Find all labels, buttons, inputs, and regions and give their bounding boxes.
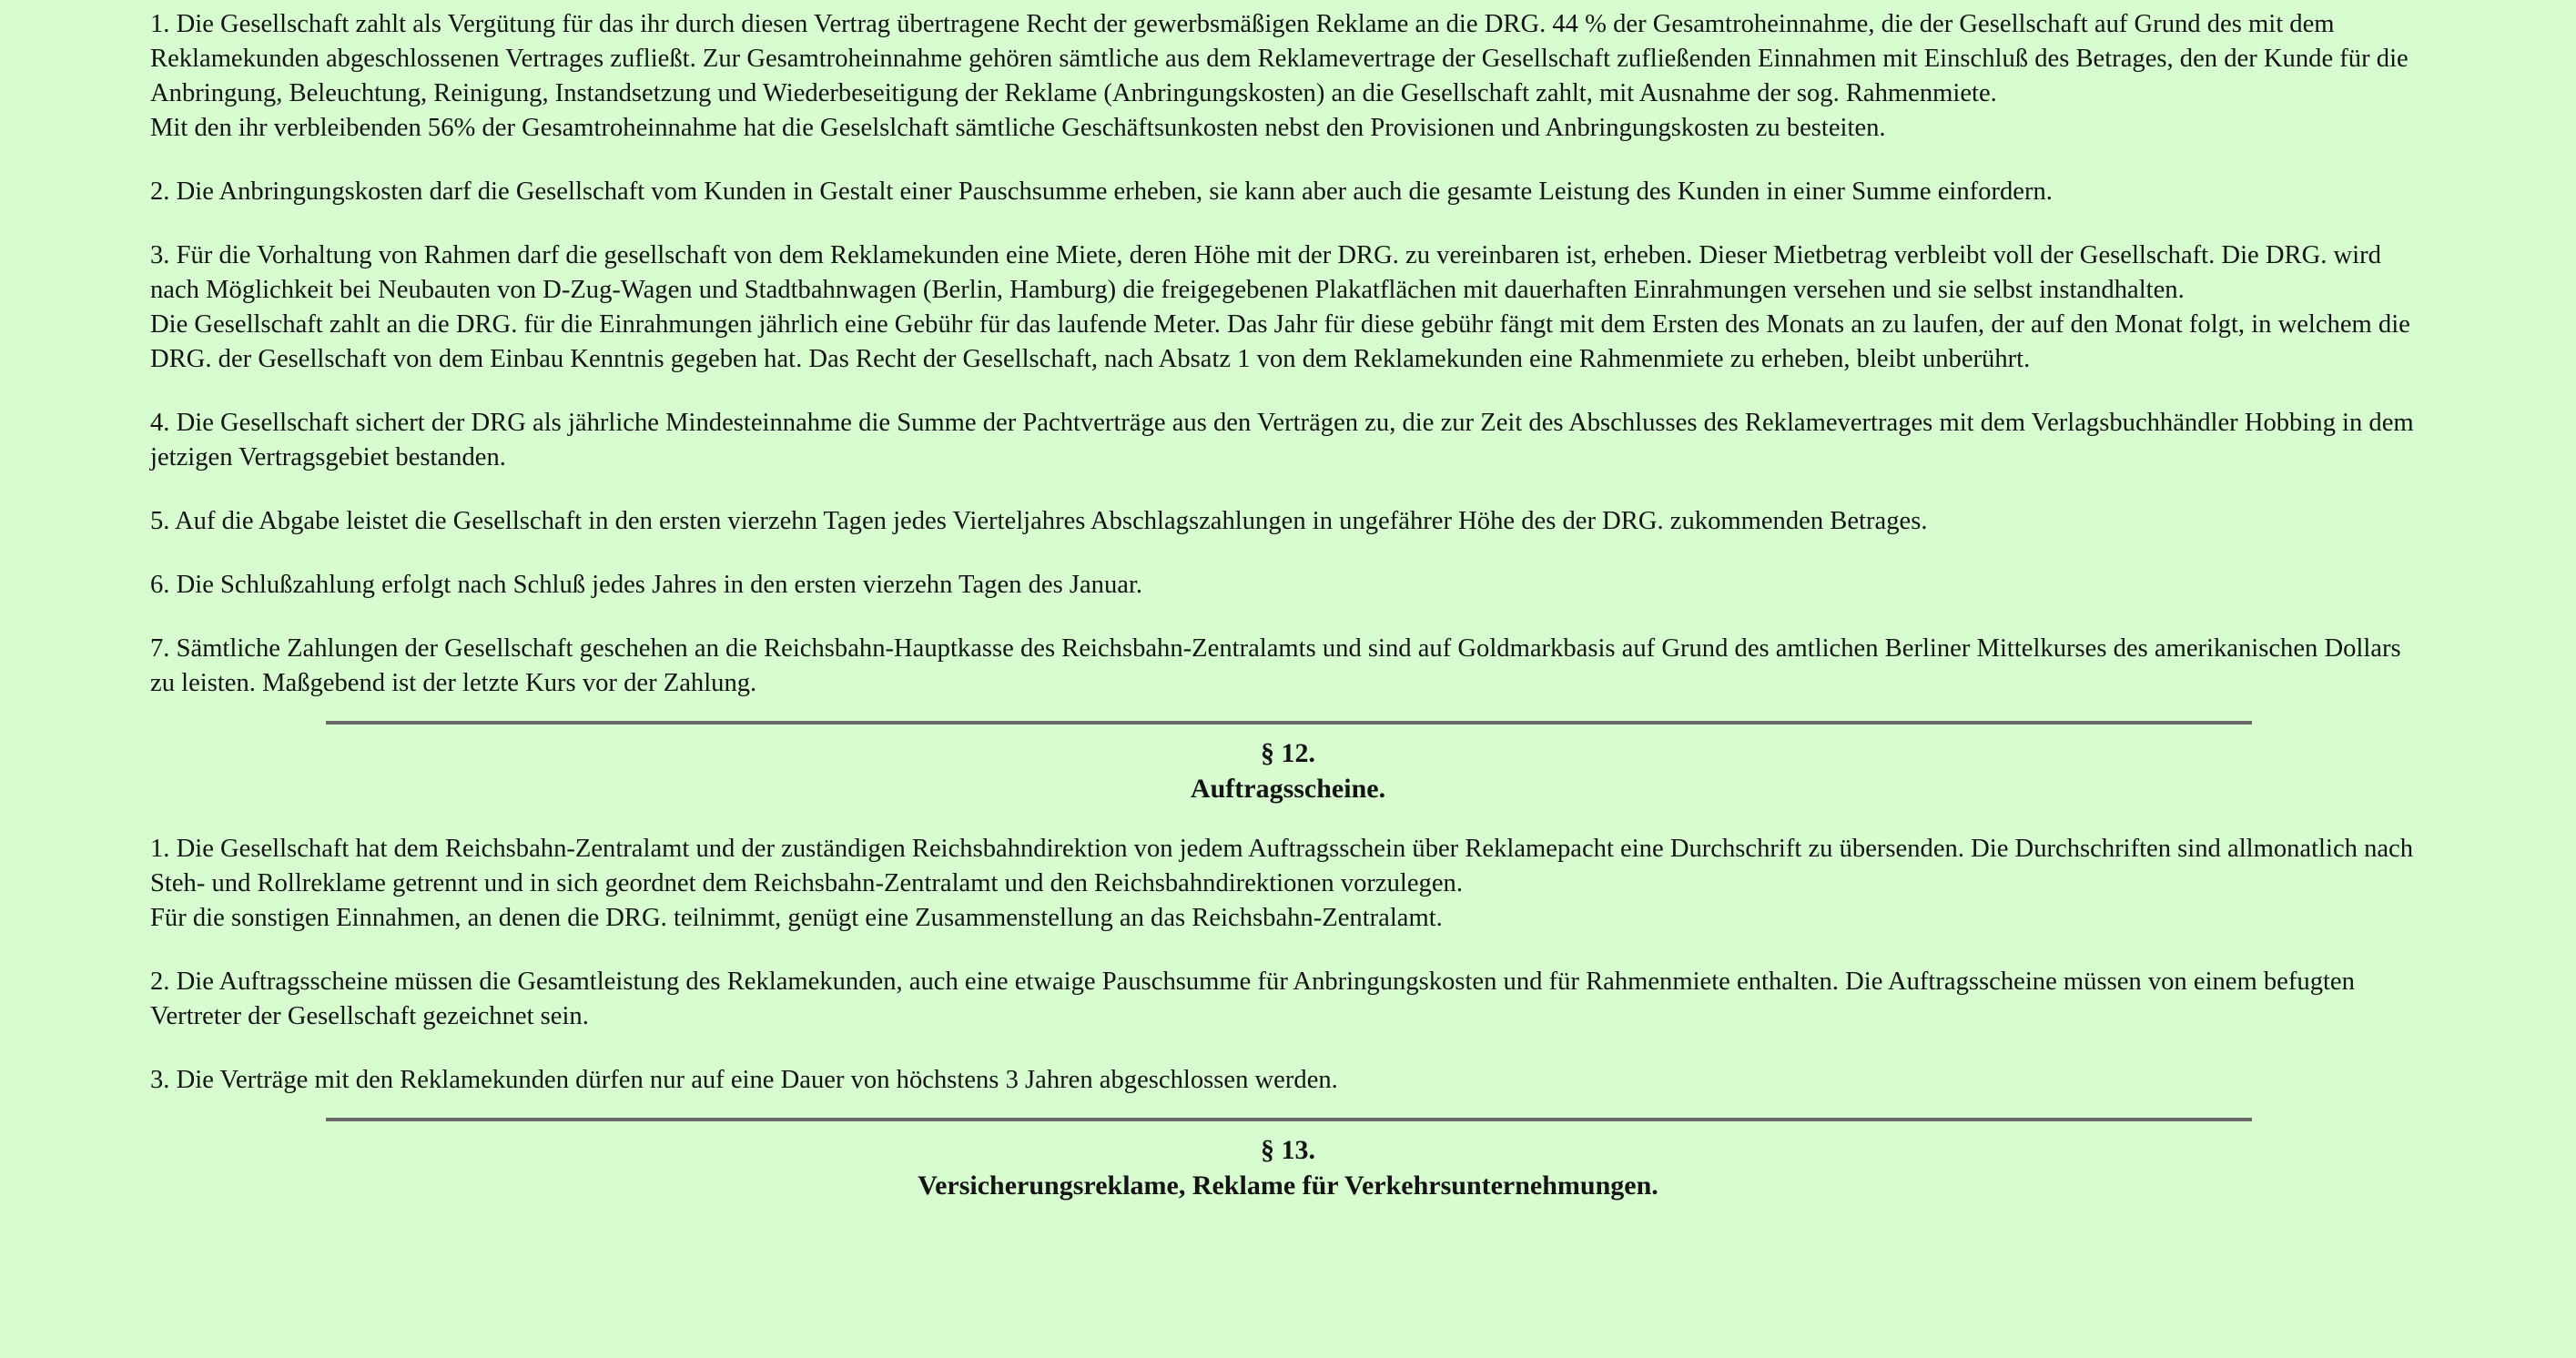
section-12-paragraph-1-continuation: Für die sonstigen Einnahmen, an denen die DRG. teilnimmt, genügt eine Zusammenstellung an das Reichsbahn-Zentralamt. bbox=[150, 904, 1443, 932]
section-12-paragraph-3: 3. Die Verträge mit den Reklamekunden dürfen nur auf eine Dauer von höchstens 3 Jahren abgeschlossen werden. bbox=[150, 1066, 1338, 1094]
document-content bbox=[150, 7, 2426, 1203]
paragraph-1: 1. Die Gesellschaft zahlt als Vergütung für das ihr durch diesen Vertrag übertragene Recht der gewerbsmäßigen Reklame an die DRG. 44 % der Gesamtroheinnahme, die der Gesellschaft auf Grund des mit dem Reklamekunden abgeschlossenen Vertrages zufließt. Zur Gesamtroheinnahme gehören sämtliche aus dem Reklamevertrage der Gesellschaft zufließenden Einnahmen mit Einschluß des Betrages, den der Kunde für die Anbringung, Beleuchtung, Reinigung, Instandsetzung und Wiederbeseitigung der Reklame (Anbringungskosten) an die Gesellschaft zahlt, mit Ausnahme der sog. Rahmenmiete. bbox=[150, 10, 2409, 107]
section-divider bbox=[326, 1118, 2252, 1121]
section-13-number: § 13. bbox=[1261, 1135, 1315, 1165]
paragraph-5: 5. Auf die Abgabe leistet die Gesellschaft in den ersten vierzehn Tagen jedes Vierteljahres Abschlagszahlungen in ungefährer Höhe des der DRG. zukommenden Betrages. bbox=[150, 507, 1928, 535]
paragraph-6: 6. Die Schlußzahlung erfolgt nach Schluß jedes Jahres in den ersten vierzehn Tagen des Januar. bbox=[150, 571, 1143, 599]
section-13-heading bbox=[150, 1132, 2426, 1203]
paragraph-3-continuation: Die Gesellschaft zahlt an die DRG. für die Einrahmungen jährlich eine Gebühr für das laufende Meter. Das Jahr für diese gebühr fängt mit dem Ersten des Monats an zu laufen, der auf den Monat folgt, in welchem die DRG. der Gesellschaft von dem Einbau Kenntnis gegeben hat. Das Recht der Gesellschaft, nach Absatz 1 von dem Reklamekunden eine Rahmenmiete zu erheben, bleibt unberührt. bbox=[150, 310, 2410, 373]
section-12-title: Auftragsscheine. bbox=[1190, 774, 1386, 804]
section-12-paragraph-2: 2. Die Auftragsscheine müssen die Gesamtleistung des Reklamekunden, auch eine etwaige Pauschsumme für Anbringungskosten und für Rahmenmiete enthalten. Die Auftragsscheine müssen von einem befugten Vertreter der Gesellschaft gezeichnet sein. bbox=[150, 968, 2355, 1030]
paragraph-3: 3. Für die Vorhaltung von Rahmen darf die gesellschaft von dem Reklamekunden eine Miete, deren Höhe mit der DRG. zu vereinbaren ist, erheben. Dieser Mietbetrag verbleibt voll der Gesellschaft. Die DRG. wird nach Möglichkeit bei Neubauten von D-Zug-Wagen und Stadtbahnwagen (Berlin, Hamburg) die freigegebenen Plakatflächen mit dauerhaften Einrahmungen versehen und sie selbst instandhalten. bbox=[150, 241, 2381, 304]
section-12-paragraph-1: 1. Die Gesellschaft hat dem Reichsbahn-Zentralamt und der zuständigen Reichsbahndirektion von jedem Auftragsschein über Reklamepacht eine Durchschrift zu übersenden. Die Durchschriften sind allmonatlich nach Steh- und Rollreklame getrennt und in sich geordnet dem Reichsbahn-Zentralamt und den Reichsbahndirektionen vorzulegen. bbox=[150, 835, 2414, 897]
paragraph-1-continuation: Mit den ihr verbleibenden 56% der Gesamtroheinnahme hat die Geselslchaft sämtliche Geschäftsunkosten nebst den Provisionen und Anbringungskosten zu besteiten. bbox=[150, 114, 1886, 142]
section-12-heading bbox=[150, 735, 2426, 806]
paragraph-4: 4. Die Gesellschaft sichert der DRG als jährliche Mindesteinnahme die Summe der Pachtverträge aus den Verträgen zu, die zur Zeit des Abschlusses des Reklamevertrages mit dem Verlagsbuchhändler Hobbing in dem jetzigen Vertragsgebiet bestanden. bbox=[150, 409, 2414, 471]
paragraph-7: 7. Sämtliche Zahlungen der Gesellschaft geschehen an die Reichsbahn-Hauptkasse des Reichsbahn-Zentralamts und sind auf Goldmarkbasis auf Grund des amtlichen Berliner Mittelkurses des amerikanischen Dollars zu leisten. Maßgebend ist der letzte Kurs vor der Zahlung. bbox=[150, 634, 2401, 697]
paragraph-2: 2. Die Anbringungskosten darf die Gesellschaft vom Kunden in Gestalt einer Pauschsumme erheben, sie kann aber auch die gesamte Leistung des Kunden in einer Summe einfordern. bbox=[150, 177, 2053, 206]
section-13-title: Versicherungsreklame, Reklame für Verkehrsunternehmungen. bbox=[918, 1171, 1658, 1201]
section-divider bbox=[326, 721, 2252, 725]
section-12-number: § 12. bbox=[1261, 738, 1315, 768]
